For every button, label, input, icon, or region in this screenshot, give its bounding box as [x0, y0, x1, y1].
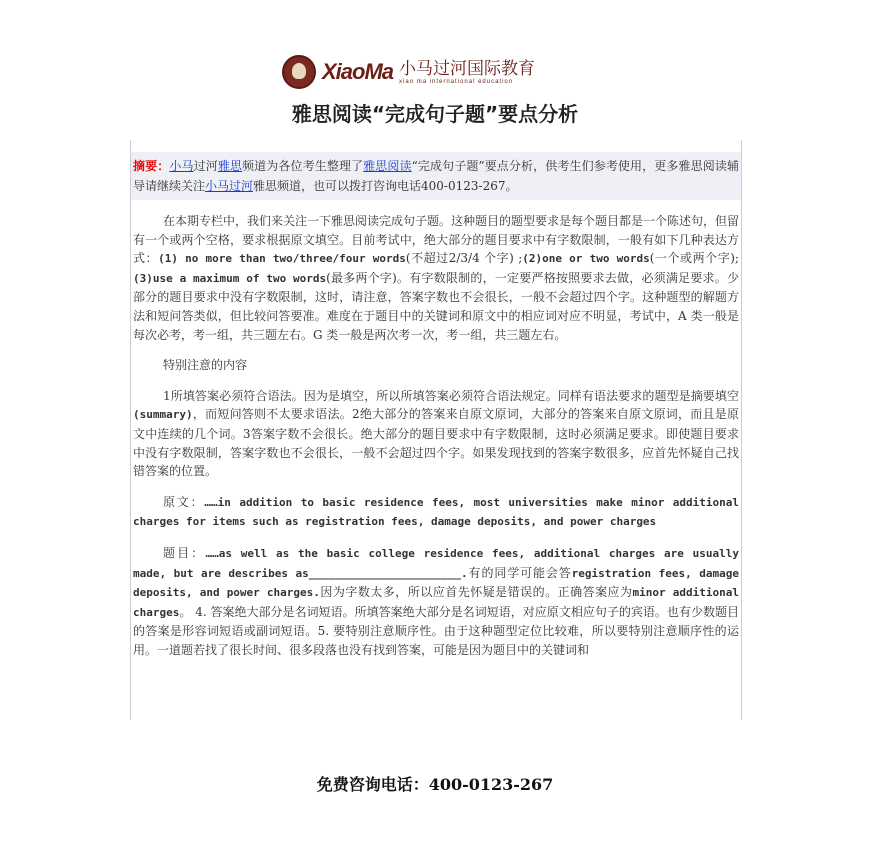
link-ielts-reading[interactable]: 雅思阅读 — [363, 159, 412, 173]
paragraph-notes — [131, 387, 741, 481]
paragraph-original — [131, 493, 741, 532]
text: (1) no more than two/three/four words — [158, 252, 406, 266]
summary-text: 过河 — [193, 159, 218, 173]
summary-label: 摘要： — [133, 159, 170, 173]
text: (不超过2/3/4 个字) ; — [405, 251, 523, 266]
summary-text: “完成句子题”要点分析，供考生们参考使用，更多雅思阅读辅导请继续关注 — [133, 159, 739, 193]
text: (summary) — [133, 408, 193, 422]
link-ielts[interactable]: 雅思 — [217, 159, 243, 173]
section-heading: 特别注意的内容 — [163, 358, 248, 373]
text: ……as well as the basic college residence fees, additional charges are usually made, but are describes as_______________________. — [133, 546, 739, 580]
logo-en: XiaoMa — [322, 59, 394, 84]
summary-text: 频道为各位考生整理了 — [242, 159, 364, 173]
paragraph-question — [131, 544, 741, 660]
text: 在本期专栏中，我们来关注一下雅思阅读完成句子题。这种题目的题型要求是每个题目都是一个陈述句，但留有一个或两个空格，要求根据原文填空。目前考试中，绝大部分的题目要求中有字数限制，一般有如下几种表达方式： — [133, 214, 740, 266]
text: (2)one or two words — [522, 252, 650, 266]
article-body — [130, 140, 742, 720]
horse-logo-icon — [282, 55, 316, 89]
text: ……in addition to basic residence fees, most universities make minor additional charges for items such as registration fees, damage deposits, and power charges — [133, 495, 739, 529]
text: registration fees, damage deposits, and power charges. — [133, 566, 739, 600]
link-xiaomaguohe[interactable]: 小马过河 — [205, 179, 254, 193]
text: 原文： — [163, 494, 205, 509]
text: 因为字数太多，所以应首先怀疑是错误的。正确答案应为 — [319, 585, 633, 600]
text: 1所填答案必须符合语法。因为是填空，所以所填答案必须符合语法规定。同样有语法要求的题型是摘要填空 — [163, 388, 739, 403]
summary-box — [131, 152, 741, 200]
text: minor additional charges — [133, 586, 739, 619]
logo — [282, 55, 535, 89]
page-title: 雅思阅读“完成句子题”要点分析 — [291, 102, 579, 126]
text: 题目： — [163, 545, 206, 560]
footer-phone: 免费咨询电话：400-0123-267 — [316, 775, 554, 794]
text: 有的同学可能会答 — [467, 565, 572, 580]
text: (最多两个字)。有字数限制的，一定要严格按照要求去做，必须满足要求。少部分的题目要求中没有字数限制，这时，请注意，答案字数也不会很长，一般不会超过四个字。这种题型的解题方法和短问答类似，但比较问答要准。难度在于题目中的关键词和原文中的相应词对应不明显，考试中，A 类一般是每次必考，考一组，共三题左右。G 类一般是两次考一次，考一组，共三题左右。 — [133, 270, 739, 342]
text: (一个或两个字); — [649, 251, 739, 266]
logo-sub: xiao ma international education — [399, 78, 514, 85]
paragraph-intro — [131, 212, 741, 344]
link-xiaoma[interactable]: 小马 — [169, 159, 194, 173]
text: (3)use a maximum of two words — [133, 271, 327, 285]
text: ，而短问答则不太要求语法。2绝大部分的答案来自原文原词，大部分的答案来自原文原词，而且是原文中连续的几个词。3答案字数不会很长。绝大部分的题目要求中有字数限制，这时必须满足要求。即使题目要求中没有字数限制，答案字数也不会很长，一般不会超过四个字。如果发现找到的答案字数很多，应首先怀疑自己找错答案的位置。 — [133, 407, 739, 479]
summary-text: 雅思频道，也可以拨打咨询电话400-0123-267。 — [253, 179, 518, 193]
text: 。 4. 答案绝大部分是名词短语。所填答案绝大部分是名词短语，对应原文相应句子的宾语。也有少数题目的答案是形容词短语或副词短语。5. 要特别注意顺序性。由于这种题型定位比较难，所以要特别注意顺序性的运用。一道题若找了很长时间、很多段落也没有找到答案，可能是因为题目中的关键词和 — [133, 604, 739, 657]
logo-cn: 小马过河国际教育 — [399, 58, 536, 79]
